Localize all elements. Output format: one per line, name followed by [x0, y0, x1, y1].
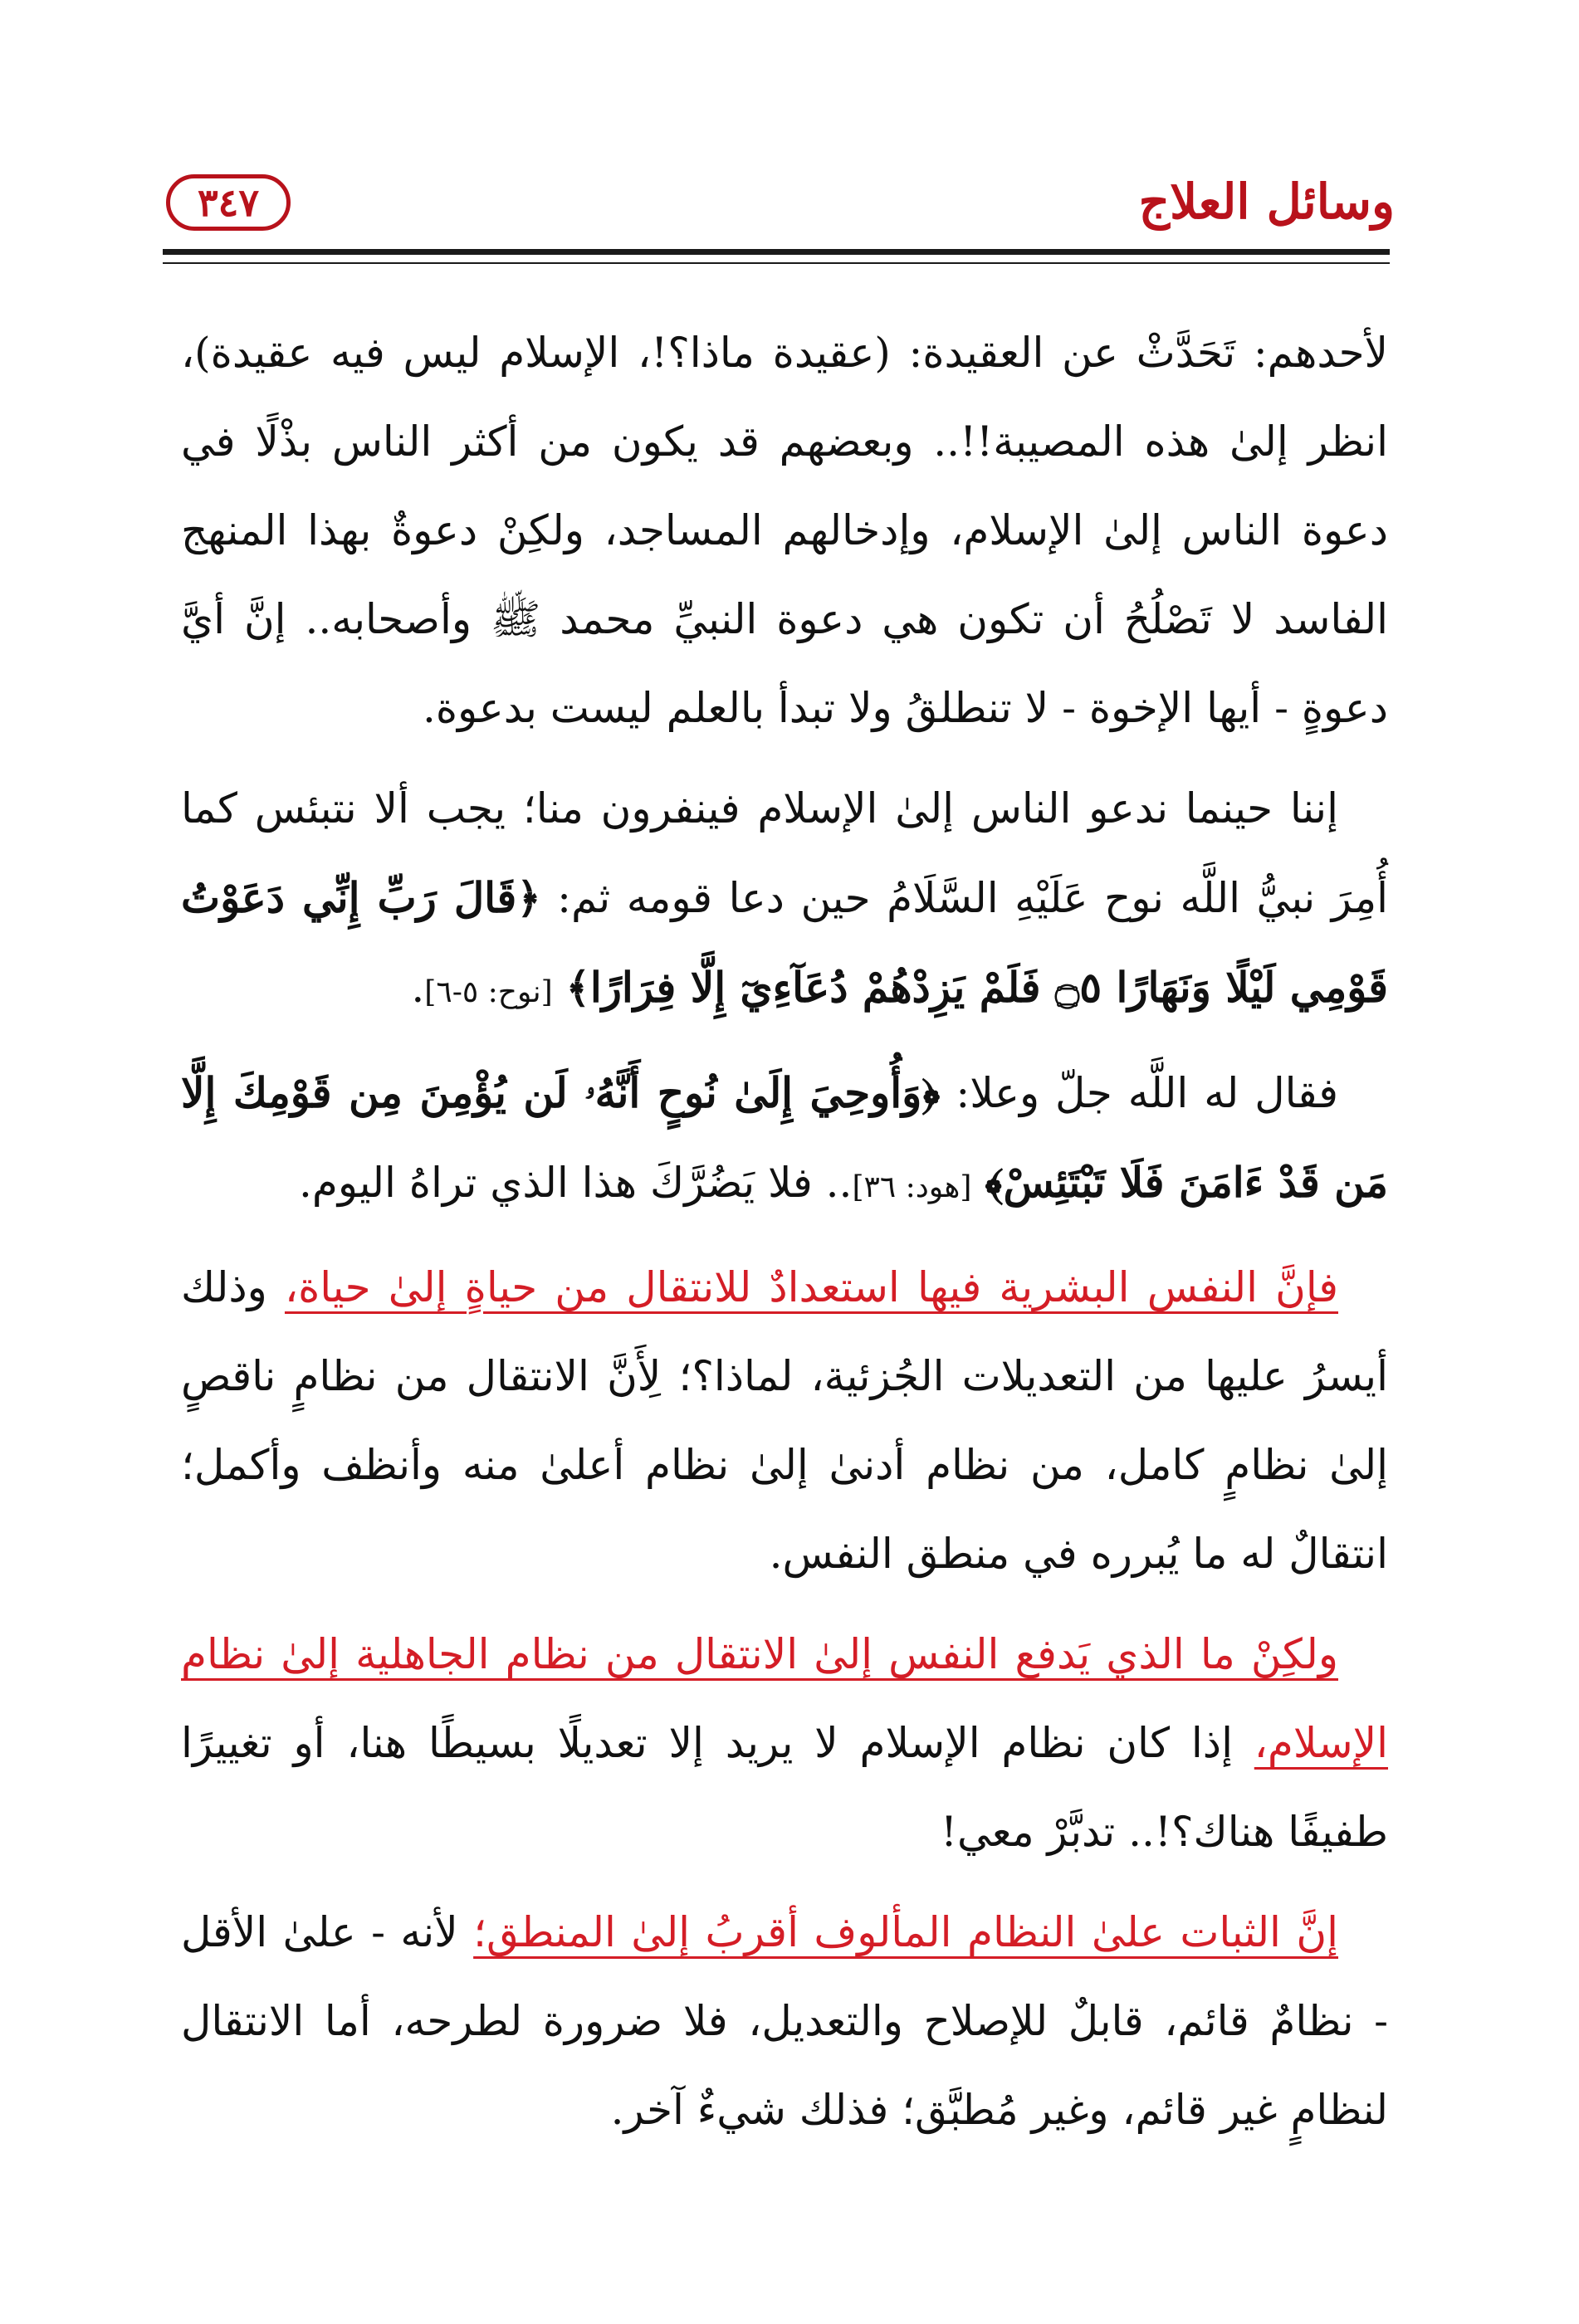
- paragraph-5: [181, 1610, 1388, 1877]
- header-rule-thick: [163, 249, 1390, 255]
- highlighted-sentence-2: ولكِنْ ما الذي يَدفع النفس إلىٰ الانتقال من نظام الجاهلية إلىٰ نظام الإسلام،: [181, 1630, 1388, 1767]
- running-title: وسائل العلاج: [1138, 173, 1395, 230]
- paragraph-6-text: لأنه - علىٰ الأقل - نظامٌ قائم، قابلٌ للإصلاح والتعديل، فلا ضرورة لطرحه، أما الانتقال لنظامٍ غير قائم، وغير مُطبَّق؛ فذلك شيءٌ آخر.: [181, 1908, 1388, 2134]
- paragraph-2: [181, 764, 1388, 1037]
- header-rule-thin: [163, 262, 1390, 264]
- highlighted-sentence-1: فإنَّ النفس البشرية فيها استعدادٌ للانتقال من حياةٍ إلىٰ حياة،: [284, 1263, 1338, 1311]
- paragraph-2-text: إننا حينما ندعو الناس إلىٰ الإسلام فينفرون منا؛ يجب ألا نتبئس كما أُمِرَ نبيُّ اللَّه نوح عَلَيْهِ السَّلَامُ حين دعا قومه ثم:: [181, 784, 1389, 922]
- paragraph-2-end: .: [411, 964, 425, 1012]
- paragraph-3-text: فقال له اللَّه جلّ وعلا:: [940, 1069, 1339, 1117]
- page-number: ٣٤٧: [197, 180, 260, 225]
- verse-reference-nuh: [نوح: ٥-٦]: [424, 975, 553, 1009]
- quran-verse-hud: ﴿وَأُوحِيَ إِلَىٰ نُوحٍ أَنَّهُۥ لَن يُؤْمِنَ مِن قَوْمِكَ إِلَّا مَن قَدْ ءَامَنَ فَلَا تَبْتَئِسْ﴾: [181, 1068, 1388, 1207]
- paragraph-3-end: .. فلا يَضُرَّكَ هذا الذي تراهُ اليوم.: [298, 1159, 853, 1207]
- verse-reference-hud: [هود: ٣٦]: [852, 1170, 972, 1204]
- body-text: [181, 309, 1388, 2155]
- quran-verse-nuh: ﴿قَالَ رَبِّ إِنِّي دَعَوْتُ قَوْمِي لَيْلًا وَنَهَارًا ۝٥ فَلَمْ يَزِدْهُمْ دُعَآءِيٓ إِلَّا فِرَارًا﴾: [181, 873, 1388, 1012]
- paragraph-1: لأحدهم: تَحَدَّثْ عن العقيدة: (عقيدة ماذا؟!، الإسلام ليس فيه عقيدة)، انظر إلىٰ هذه المصيبة!!.. وبعضهم قد يكون من أكثر الناس بذْلًا في دعوة الناس إلىٰ الإسلام، وإدخالهم المساجد، ولكِنْ دعوةٌ بهذا المنهج الفاسد لا تَصْلُحُ أن تكون هي دعوة النبيِّ محمد ﷺ وأصحابه.. إنَّ أيَّ دعوةٍ - أيها الإخوة - لا تنطلقُ ولا تبدأ بالعلم ليست بدعوة.: [181, 329, 1388, 732]
- page-number-badge: [166, 174, 291, 231]
- paragraph-5-text: إذا كان نظام الإسلام لا يريد إلا تعديلًا بسيطًا هنا، أو تغييرًا طفيفًا هناك؟!.. تدبَّرْ معي!: [181, 1719, 1388, 1856]
- paragraph-3: [181, 1048, 1388, 1232]
- paragraph-4-text: وذلك أيسرُ عليها من التعديلات الجُزئية، لماذا؟؛ لِأَنَّ الانتقال من نظامٍ ناقصٍ إلىٰ نظامٍ كامل، من نظام أدنىٰ إلىٰ نظام أعلىٰ منه وأنظف وأكمل؛ انتقالٌ له ما يُبرره في منطق النفس.: [181, 1263, 1388, 1578]
- paragraph-6: [181, 1888, 1388, 2155]
- highlighted-sentence-3: إنَّ الثبات علىٰ النظام المألوف أقربُ إلىٰ المنطق؛: [473, 1908, 1338, 1956]
- paragraph-4: [181, 1243, 1388, 1599]
